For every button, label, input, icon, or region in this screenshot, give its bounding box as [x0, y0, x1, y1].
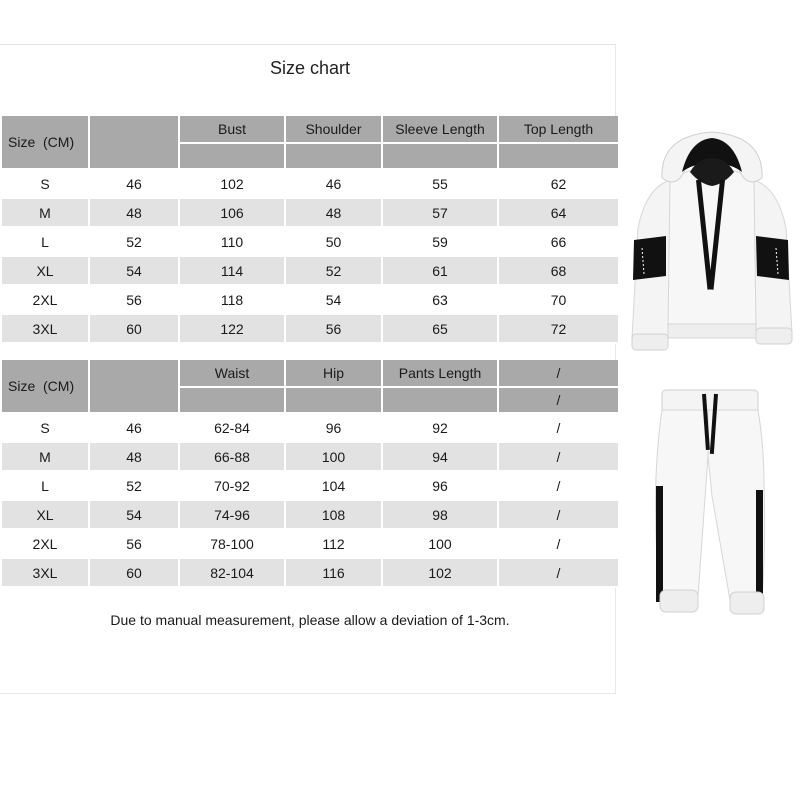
table-cell: 96 [383, 472, 499, 501]
hoodie-image [628, 128, 796, 358]
table-cell: 50 [286, 228, 383, 257]
measurement-note: Due to manual measurement, please allow a deviation of 1-3cm. [110, 612, 510, 628]
size-cell: L [2, 472, 90, 501]
table-header-row [2, 360, 620, 388]
table-cell: / [499, 472, 620, 501]
table-cell: 54 [90, 257, 180, 286]
column-header: Bust [180, 116, 286, 144]
table-cell: 70 [499, 286, 620, 315]
table-cell: 62 [499, 170, 620, 199]
empty-header-cell [286, 388, 383, 414]
table-cell: 94 [383, 443, 499, 472]
table-row [2, 257, 620, 286]
table-cell: 62-84 [180, 414, 286, 443]
size-cell: M [2, 199, 90, 228]
empty-header-cell [286, 144, 383, 170]
table-cell: / [499, 559, 620, 588]
size-cell: S [2, 414, 90, 443]
table-cell: 54 [90, 501, 180, 530]
table-cell: 78-100 [180, 530, 286, 559]
table-cell: 46 [90, 414, 180, 443]
table-cell: / [499, 414, 620, 443]
jogger-pants-image [650, 386, 770, 618]
size-cell: XL [2, 501, 90, 530]
table-cell: 56 [90, 286, 180, 315]
table-cell: 74-96 [180, 501, 286, 530]
table-row [2, 199, 620, 228]
table-cell: / [499, 501, 620, 530]
table-cell: 92 [383, 414, 499, 443]
table-row [2, 530, 620, 559]
size-cell: S [2, 170, 90, 199]
table-cell: 66-88 [180, 443, 286, 472]
table-cell: 98 [383, 501, 499, 530]
table-cell: 63 [383, 286, 499, 315]
table-cell: / [499, 530, 620, 559]
size-cell: 3XL [2, 315, 90, 344]
empty-header-cell [90, 116, 180, 170]
size-cell: 3XL [2, 559, 90, 588]
table-cell: 114 [180, 257, 286, 286]
size-column-header: Size (CM) [2, 116, 90, 170]
column-header: Waist [180, 360, 286, 388]
table-cell: 52 [286, 257, 383, 286]
table-cell: 48 [286, 199, 383, 228]
table-cell: 46 [286, 170, 383, 199]
table-row [2, 315, 620, 344]
table-cell: 61 [383, 257, 499, 286]
table-cell: 66 [499, 228, 620, 257]
table-cell: 100 [383, 530, 499, 559]
size-cell: 2XL [2, 286, 90, 315]
empty-header-cell [180, 144, 286, 170]
size-column-header: Size (CM) [2, 360, 90, 414]
table-cell: 57 [383, 199, 499, 228]
empty-header-cell [499, 144, 620, 170]
empty-header-cell [90, 360, 180, 414]
table-cell: 60 [90, 315, 180, 344]
table-cell: 102 [383, 559, 499, 588]
table-cell: 72 [499, 315, 620, 344]
table-cell: 48 [90, 199, 180, 228]
table-cell: 68 [499, 257, 620, 286]
table-cell: 60 [90, 559, 180, 588]
size-cell: M [2, 443, 90, 472]
table-cell: 46 [90, 170, 180, 199]
page-title: Size chart [269, 58, 351, 78]
table-row [2, 559, 620, 588]
column-header: Shoulder [286, 116, 383, 144]
empty-header-cell [383, 388, 499, 414]
table-cell: 59 [383, 228, 499, 257]
column-header: Sleeve Length [383, 116, 499, 144]
table-cell: 55 [383, 170, 499, 199]
table-row [2, 228, 620, 257]
table-row [2, 443, 620, 472]
table-cell: 102 [180, 170, 286, 199]
table-cell: 82-104 [180, 559, 286, 588]
size-cell: L [2, 228, 90, 257]
column-header: Pants Length [383, 360, 499, 388]
table-cell: 100 [286, 443, 383, 472]
table-row [2, 170, 620, 199]
table-cell: 54 [286, 286, 383, 315]
size-cell: XL [2, 257, 90, 286]
table-cell: 70-92 [180, 472, 286, 501]
table-cell: 48 [90, 443, 180, 472]
table-cell: 52 [90, 472, 180, 501]
table-cell: / [499, 443, 620, 472]
table-cell: 112 [286, 530, 383, 559]
table-row [2, 472, 620, 501]
table-cell: 56 [90, 530, 180, 559]
table-cell: 52 [90, 228, 180, 257]
tops-size-table [2, 116, 620, 344]
table-cell: 116 [286, 559, 383, 588]
empty-header-cell [383, 144, 499, 170]
table-row [2, 501, 620, 530]
table-cell: 56 [286, 315, 383, 344]
column-header: / [499, 360, 620, 388]
table-header-row [2, 116, 620, 144]
table-cell: 65 [383, 315, 499, 344]
table-cell: 118 [180, 286, 286, 315]
table-cell: 104 [286, 472, 383, 501]
table-cell: 96 [286, 414, 383, 443]
table-cell: 64 [499, 199, 620, 228]
table-cell: 106 [180, 199, 286, 228]
column-subheader: / [499, 388, 620, 414]
table-cell: 122 [180, 315, 286, 344]
pants-size-table [2, 360, 620, 588]
table-cell: 108 [286, 501, 383, 530]
table-row [2, 286, 620, 315]
table-cell: 110 [180, 228, 286, 257]
table-row [2, 414, 620, 443]
size-cell: 2XL [2, 530, 90, 559]
column-header: Hip [286, 360, 383, 388]
empty-header-cell [180, 388, 286, 414]
column-header: Top Length [499, 116, 620, 144]
